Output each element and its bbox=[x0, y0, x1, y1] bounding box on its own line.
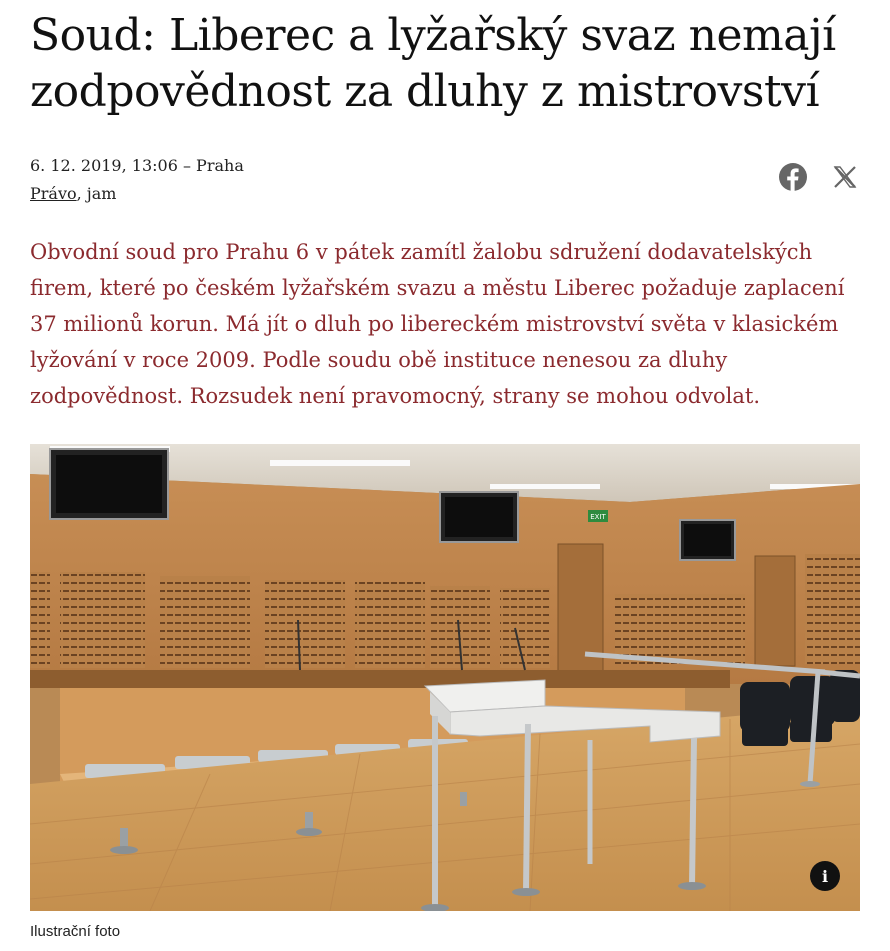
tv-screen bbox=[680, 520, 735, 560]
article-photo[interactable] bbox=[30, 444, 860, 911]
tv-screen bbox=[50, 449, 168, 519]
article-authors: , jam bbox=[76, 184, 117, 203]
tv-screen bbox=[440, 492, 518, 542]
facebook-icon bbox=[779, 163, 807, 191]
article-title: Soud: Liberec a lyžařský svaz nemají zodpovědnost za dluhy z mistrovství bbox=[30, 10, 836, 117]
article-date: 6. 12. 2019, 13:06 – Praha bbox=[30, 156, 244, 175]
article-meta bbox=[30, 152, 244, 208]
source-link[interactable]: Právo bbox=[30, 184, 77, 203]
photo-caption: Ilustrační foto bbox=[30, 923, 121, 940]
photo-info-button[interactable]: i bbox=[810, 861, 840, 891]
share-x-button[interactable] bbox=[830, 162, 860, 192]
share-bar bbox=[778, 162, 860, 192]
courtroom-image bbox=[30, 444, 860, 911]
exit-sign: EXIT bbox=[590, 513, 606, 521]
article-perex: Obvodní soud pro Prahu 6 v pátek zamítl žalobu sdružení dodavatelských firem, které po českém lyžařském svazu a městu Liberec požaduje zaplacení 37 milionů korun. Má jít o dluh po libereckém mistrovství světa v klasickém lyžování v roce 2009. Podle soudu obě instituce nenesou za dluhy zodpovědnost. Rozsudek není pravomocný, strany se mohou odvolat. bbox=[30, 240, 845, 408]
share-facebook-button[interactable] bbox=[778, 162, 808, 192]
article-byline bbox=[30, 180, 244, 208]
x-icon bbox=[833, 165, 857, 189]
